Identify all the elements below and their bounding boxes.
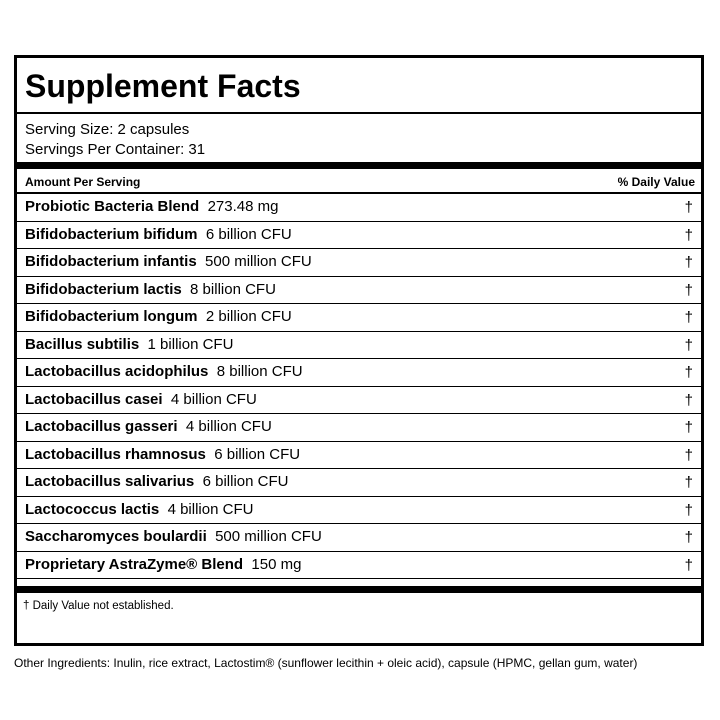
- ingredient-cell: [25, 336, 233, 353]
- ingredient-name: Lactococcus lactis: [25, 500, 160, 518]
- daily-value-cell: †: [684, 446, 693, 464]
- ingredient-cell: [25, 198, 278, 215]
- daily-value-cell: †: [684, 391, 693, 409]
- table-row: [17, 387, 701, 415]
- daily-value-cell: †: [684, 529, 693, 546]
- ingredient-amount: 8 billion CFU: [216, 363, 303, 380]
- thick-divider: [17, 586, 701, 593]
- ingredient-amount: 8 billion CFU: [190, 280, 276, 298]
- other-ingredients: Other Ingredients: Inulin, rice extract, Lactostim® (sunflower lecithin + oleic acid), capsule (HPMC, gellan gum, water): [14, 656, 638, 670]
- ingredient-cell: [25, 446, 300, 463]
- panel-title: Supplement Facts: [25, 68, 301, 104]
- divider: [17, 112, 701, 114]
- ingredient-cell: [25, 363, 303, 380]
- serving-info: [25, 120, 205, 160]
- daily-value-cell: †: [684, 419, 693, 436]
- ingredient-cell: [25, 308, 292, 325]
- daily-value-cell: †: [684, 199, 693, 216]
- ingredient-amount: 6 billion CFU: [202, 473, 289, 490]
- ingredient-amount: 150 mg: [251, 555, 302, 573]
- serving-size: Serving Size: 2 capsules: [25, 121, 190, 138]
- ingredient-cell: [25, 556, 301, 573]
- table-row: [17, 442, 701, 470]
- ingredient-cell: [25, 226, 292, 243]
- ingredient-cell: [25, 253, 312, 270]
- table-row: [17, 414, 701, 442]
- table-header: [17, 170, 701, 192]
- ingredient-cell: [25, 501, 253, 518]
- thick-divider: [17, 162, 701, 169]
- table-row: [17, 222, 701, 250]
- table-row: [17, 469, 701, 497]
- table-row: [17, 249, 701, 277]
- table-row: [17, 497, 701, 525]
- table-row: [17, 359, 701, 387]
- footnote: † Daily Value not established.: [23, 600, 174, 612]
- daily-value-cell: †: [684, 364, 693, 381]
- ingredient-amount: 6 billion CFU: [214, 445, 301, 463]
- table-row: [17, 194, 701, 222]
- ingredient-cell: [25, 528, 322, 545]
- table-row: [17, 552, 701, 580]
- ingredient-name: Bacillus subtilis: [25, 335, 140, 353]
- ingredient-name: Bifidobacterium lactis: [25, 280, 182, 298]
- ingredient-amount: 2 billion CFU: [205, 308, 292, 325]
- ingredient-name: Lactobacillus casei: [25, 390, 163, 408]
- amount-per-serving-label: Amount Per Serving: [25, 175, 141, 189]
- ingredient-cell: [25, 391, 257, 408]
- ingredient-amount: 4 billion CFU: [167, 500, 254, 518]
- ingredient-cell: [25, 473, 288, 490]
- ingredient-name: Bifidobacterium infantis: [25, 253, 197, 270]
- ingredient-amount: 4 billion CFU: [185, 418, 272, 435]
- ingredient-table: [17, 194, 701, 579]
- daily-value-cell: †: [684, 254, 693, 271]
- ingredient-amount: 6 billion CFU: [205, 225, 292, 243]
- supplement-facts-panel: [14, 55, 704, 646]
- daily-value-cell: †: [684, 501, 693, 519]
- daily-value-cell: †: [684, 556, 693, 574]
- table-row: [17, 332, 701, 360]
- ingredient-amount: 500 million CFU: [215, 528, 322, 545]
- daily-value-cell: †: [684, 336, 693, 354]
- ingredient-name: Bifidobacterium bifidum: [25, 225, 198, 243]
- daily-value-label: % Daily Value: [617, 175, 695, 189]
- ingredient-name: Lactobacillus rhamnosus: [25, 445, 206, 463]
- ingredient-name: Probiotic Bacteria Blend: [25, 198, 200, 215]
- servings-per-container: Servings Per Container: 31: [25, 141, 206, 158]
- daily-value-cell: †: [684, 226, 693, 244]
- daily-value-cell: †: [684, 474, 693, 491]
- ingredient-name: Lactobacillus salivarius: [25, 473, 195, 490]
- ingredient-amount: 4 billion CFU: [170, 390, 257, 408]
- ingredient-amount: 1 billion CFU: [147, 335, 234, 353]
- ingredient-cell: [25, 418, 272, 435]
- ingredient-name: Proprietary AstraZyme® Blend: [25, 555, 244, 573]
- ingredient-name: Saccharomyces boulardii: [25, 528, 207, 545]
- ingredient-amount: 500 million CFU: [205, 253, 312, 270]
- daily-value-cell: †: [684, 309, 693, 326]
- ingredient-amount: 273.48 mg: [207, 198, 279, 215]
- ingredient-cell: [25, 281, 276, 298]
- ingredient-name: Lactobacillus acidophilus: [25, 363, 209, 380]
- table-row: [17, 277, 701, 305]
- ingredient-name: Bifidobacterium longum: [25, 308, 198, 325]
- daily-value-cell: †: [684, 281, 693, 299]
- ingredient-name: Lactobacillus gasseri: [25, 418, 178, 435]
- table-row: [17, 524, 701, 552]
- table-row: [17, 304, 701, 332]
